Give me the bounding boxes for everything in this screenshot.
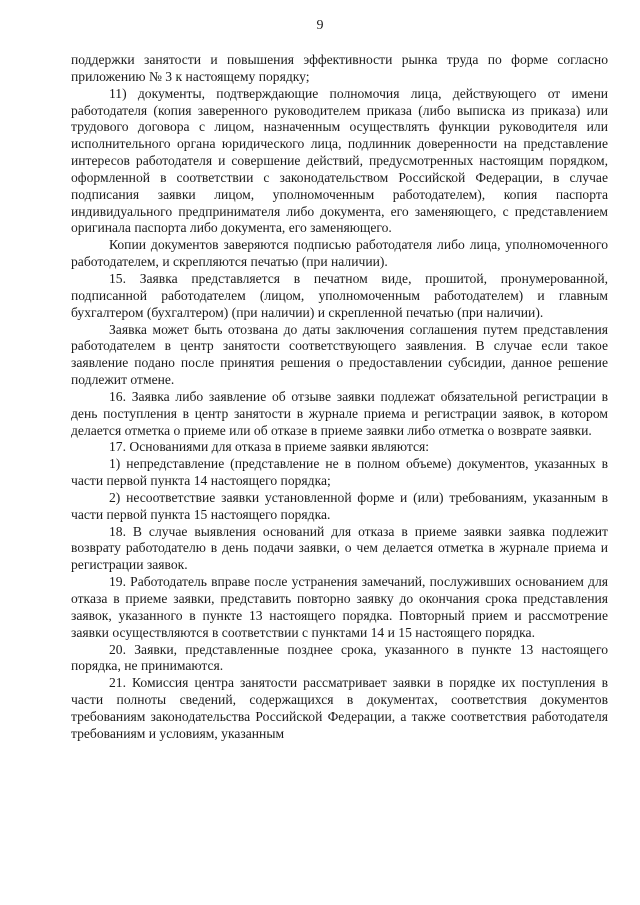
document-body (71, 52, 608, 743)
paragraph-19-resubmission: 19. Работодатель вправе после устранения замечаний, послуживших основанием для отказа в приеме заявки, представить повторно заявку до окончания срока представления заявок, указанного в пункте 13 настоящего порядка. Повторный прием и рассмотрение заявки осуществляются в соответствии с пунктами 14 и 15 настоящего порядка. (71, 574, 608, 640)
paragraph-17-item-1: 1) непредставление (представление не в полном объеме) документов, указанных в части первой пункта 14 настоящего порядка; (71, 456, 608, 489)
page-number: 9 (316, 18, 324, 33)
paragraph-item-11-authority-documents: 11) документы, подтверждающие полномочия лица, действующего от имени работодателя (копия заверенного руководителем приказа (либо выписка из приказа) или трудового договора с лицом, назначенным осуществлять функции руководителя или исполнительного органа юридического лица, подлинник доверенности на представление интересов работодателя и совершение действий, предусмотренных настоящим порядком, оформленной в соответствии с законодательством Российской Федерации, в случае подписания заявки лицом, уполномоченным работодателем), копия паспорта индивидуального предпринимателя либо документа, его заменяющего, с представлением оригинала паспорта либо документа, его заменяющего. (71, 85, 608, 236)
paragraph-application-withdrawal: Заявка может быть отозвана до даты заключения соглашения путем представления работодателем в центр занятости соответствующего заявления. В случае если такое заявление подано после принятия решения о предоставлении субсидии, данное решение подлежит отмене. (71, 321, 608, 388)
paragraph-copies-certification: Копии документов заверяются подписью работодателя либо лица, уполномоченного работодателем, и скрепляются печатью (при наличии). (71, 237, 608, 270)
paragraph-21-commission-review: 21. Комиссия центра занятости рассматривает заявки в порядке их поступления в части полноты сведений, содержащихся в документах, соответствия документов требованиям законодательства Российской Федерации, а также соответствия работодателя требованиям и условиям, указанным (71, 675, 608, 741)
paragraph-15-application-form: 15. Заявка представляется в печатном виде, прошитой, пронумерованной, подписанной работодателем (лицом, уполномоченным работодателем) и главным бухгалтером (бухгалтером) (при наличии) и скрепленной печатью (при наличии). (71, 270, 608, 320)
paragraph-17-refusal-grounds: 17. Основаниями для отказа в приеме заявки являются: (109, 439, 430, 455)
paragraph-20-late-applications: 20. Заявки, представленные позднее срока, указанного в пункте 13 настоящего порядка, не принимаются. (71, 641, 608, 674)
paragraph-18-return: 18. В случае выявления оснований для отказа в приеме заявки заявка подлежит возврату работодателю в день подачи заявки, о чем делается отметка в журнале приема и регистрации заявок. (71, 523, 608, 573)
paragraph-16-registration: 16. Заявка либо заявление об отзыве заявки подлежат обязательной регистрации в день поступления в центр занятости в журнале приема и регистрации заявок, в котором делается отметка о приеме или об отказе в приеме заявки либо отметка о возврате заявки. (71, 388, 608, 438)
paragraph-continuation: поддержки занятости и повышения эффективности рынка труда по форме согласно приложению № 3 к настоящему порядку; (71, 52, 608, 84)
paragraph-17-item-2: 2) несоответствие заявки установленной форме и (или) требованиям, указанным в части первой пункта 15 настоящего порядка. (71, 489, 608, 522)
